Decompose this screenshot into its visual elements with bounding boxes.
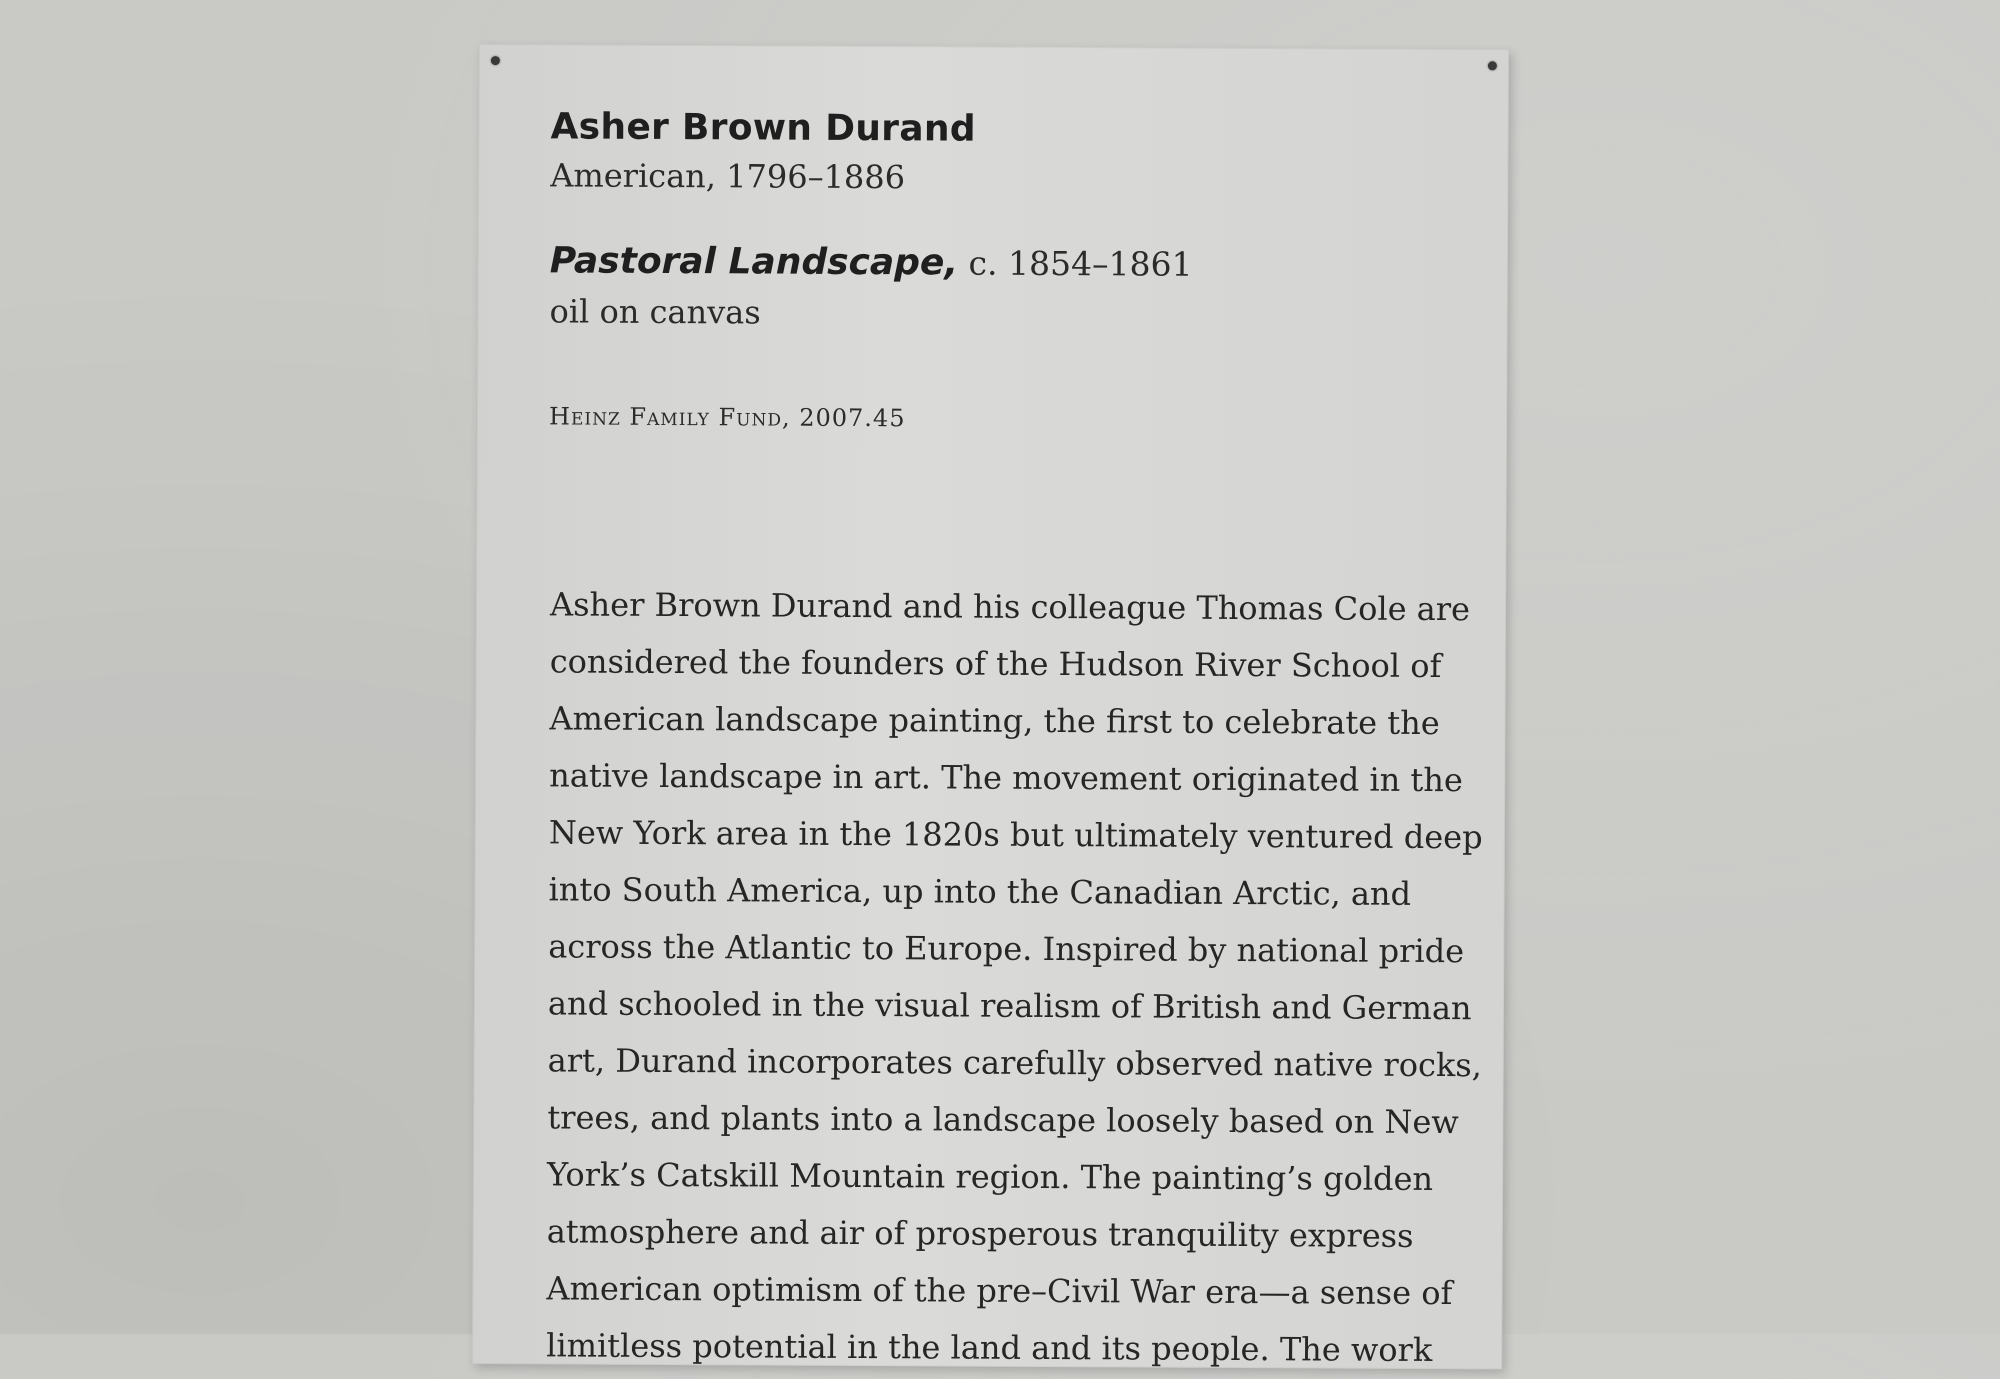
description-line: New York area in the 1820s but ultimately ventured deep	[548, 813, 1483, 857]
description-line: across the Atlantic to Europe. Inspired by national pride	[548, 927, 1465, 971]
credit-line: Heinz Family Fund, 2007.45	[548, 402, 906, 433]
description-line: art, Durand incorporates carefully observed native rocks,	[547, 1041, 1483, 1085]
description-line: trees, and plants into a landscape loosely based on New	[547, 1098, 1459, 1142]
artist-name: Asher Brown Durand	[550, 106, 976, 150]
description-line: American landscape painting, the first to celebrate the	[549, 699, 1440, 743]
artist-origin: American, 1796–1886	[550, 156, 906, 197]
description-line: into South America, up into the Canadian Arctic, and	[548, 870, 1412, 913]
museum-wall-label	[472, 44, 1509, 1369]
description-line: York’s Catskill Mountain region. The painting’s golden	[546, 1155, 1434, 1199]
artwork-date: c. 1854–1861	[968, 243, 1193, 284]
description-line: considered the founders of the Hudson River School of	[549, 642, 1442, 686]
description-line: American optimism of the pre–Civil War era—a sense of	[546, 1269, 1453, 1313]
description-line: and schooled in the visual realism of British and German	[547, 984, 1472, 1028]
description-line: atmosphere and air of prosperous tranquility express	[546, 1212, 1414, 1255]
artwork-title-line	[550, 240, 1193, 284]
description-line: limitless potential in the land and its people. The work	[546, 1326, 1433, 1370]
mounting-pin-right	[1488, 61, 1497, 70]
description-line: Asher Brown Durand and his colleague Thomas Cole are	[549, 585, 1471, 629]
artwork-medium: oil on canvas	[549, 292, 761, 332]
description-text	[546, 576, 1483, 1379]
description-line: native landscape in art. The movement originated in the	[549, 756, 1463, 800]
mounting-pin-left	[491, 56, 500, 65]
artwork-title: Pastoral Landscape,	[549, 240, 959, 284]
